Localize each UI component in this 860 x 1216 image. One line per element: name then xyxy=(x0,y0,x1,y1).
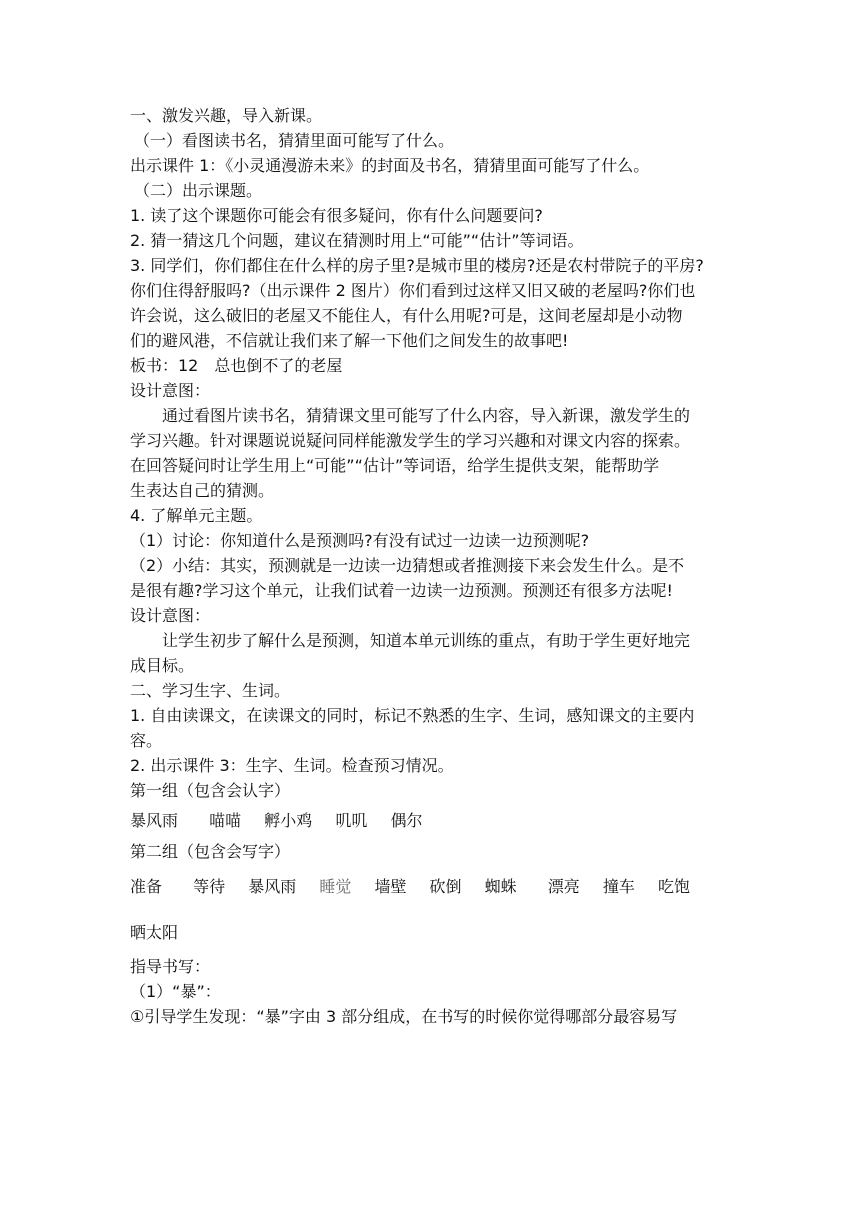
text-line: 容。 xyxy=(130,731,163,750)
group2-label: 第二组（包含会写字） xyxy=(130,842,291,861)
text-line: 你们住得舒服吗?（出示课件 2 图片）你们看到过这样又旧又破的老屋吗?你们也 xyxy=(130,281,696,300)
text-line: 成目标。 xyxy=(130,656,195,675)
heading-section-1: 一、激发兴趣，导入新课。 xyxy=(130,106,323,125)
writing-guide-label: 指导书写： xyxy=(130,957,211,976)
group2-word: 撞车 xyxy=(602,877,635,896)
text-line: （1）“暴”： xyxy=(130,982,221,1001)
text-line: 通过看图片读书名，猜猜课文里可能写了什么内容，导入新课，激发学生的 xyxy=(130,406,691,425)
text-line: 学习兴趣。针对课题说说疑问同样能激发学生的学习兴趣和对课文内容的探索。 xyxy=(130,431,691,450)
text-line: 许会说，这么破旧的老屋又不能住人，有什么用呢?可是，这间老屋却是小动物 xyxy=(130,306,683,325)
text-line: 是很有趣?学习这个单元，让我们试着一边读一边预测。预测还有很多方法呢! xyxy=(130,581,673,600)
text-line: 3. 同学们，你们都住在什么样的房子里?是城市里的楼房?还是农村带院子的平房? xyxy=(130,256,704,275)
group1-word: 喵喵 xyxy=(209,811,242,830)
group1-word: 暴风雨 xyxy=(130,811,179,830)
text-line: 1. 读了这个课题你可能会有很多疑问，你有什么问题要问? xyxy=(130,206,543,225)
blackboard-line: 板书：12 总也倒不了的老屋 xyxy=(130,356,343,375)
group2-extra-word: 晒太阳 xyxy=(130,923,179,942)
text-line: 在回答疑问时让学生用上“可能”“估计”等词语，给学生提供支架，能帮助学 xyxy=(130,456,660,475)
text-line: 生表达自己的猜测。 xyxy=(130,481,275,500)
group1-label: 第一组（包含会认字） xyxy=(130,781,291,800)
text-line: 2. 出示课件 3：生字、生词。检查预习情况。 xyxy=(130,756,454,775)
group2-word: 睡觉 xyxy=(319,877,352,896)
group1-word: 孵小鸡 xyxy=(264,811,313,830)
group1-word: 叽叽 xyxy=(335,811,368,830)
group2-word: 等待 xyxy=(193,877,226,896)
group2-word-list xyxy=(130,864,740,911)
subheading-2: （二）出示课题。 xyxy=(134,181,263,200)
text-line: 们的避风港，不信就让我们来了解一下他们之间发生的故事吧! xyxy=(130,331,569,350)
group2-word: 吃饱 xyxy=(657,877,690,896)
document-body xyxy=(130,103,740,1029)
group2-word: 漂亮 xyxy=(547,877,580,896)
heading-section-2: 二、学习生字、生词。 xyxy=(130,681,291,700)
text-line: ①引导学生发现：“暴”字由 3 部分组成，在书写的时候你觉得哪部分最容易写 xyxy=(130,1007,678,1026)
text-line: 1. 自由读课文，在读课文的同时，标记不熟悉的生字、生词，感知课文的主要内 xyxy=(130,706,695,725)
group2-word: 砍倒 xyxy=(429,877,462,896)
text-line: 让学生初步了解什么是预测，知道本单元训练的重点，有助于学生更好地完 xyxy=(130,631,691,650)
text-line: （2）小结：其实，预测就是一边读一边猜想或者推测接下来会发生什么。是不 xyxy=(130,556,685,575)
text-line: 4. 了解单元主题。 xyxy=(130,506,263,525)
text-line: （1）讨论：你知道什么是预测吗?有没有试过一边读一边预测呢? xyxy=(130,531,590,550)
design-intent-label: 设计意图： xyxy=(130,606,211,625)
group2-word: 蜘蛛 xyxy=(484,877,517,896)
group2-word: 暴风雨 xyxy=(248,877,297,896)
text-line: 2. 猜一猜这几个问题，建议在猜测时用上“可能”“估计”等词语。 xyxy=(130,231,584,250)
subheading-1: （一）看图读书名，猜猜里面可能写了什么。 xyxy=(134,131,455,150)
group1-word: 偶尔 xyxy=(390,811,423,830)
group2-word: 准备 xyxy=(130,877,163,896)
group2-word: 墙壁 xyxy=(374,877,407,896)
text-line: 出示课件 1：《小灵通漫游未来》的封面及书名，猜猜里面可能写了什么。 xyxy=(130,156,650,175)
group1-word-list xyxy=(130,803,740,839)
design-intent-label: 设计意图： xyxy=(130,381,211,400)
